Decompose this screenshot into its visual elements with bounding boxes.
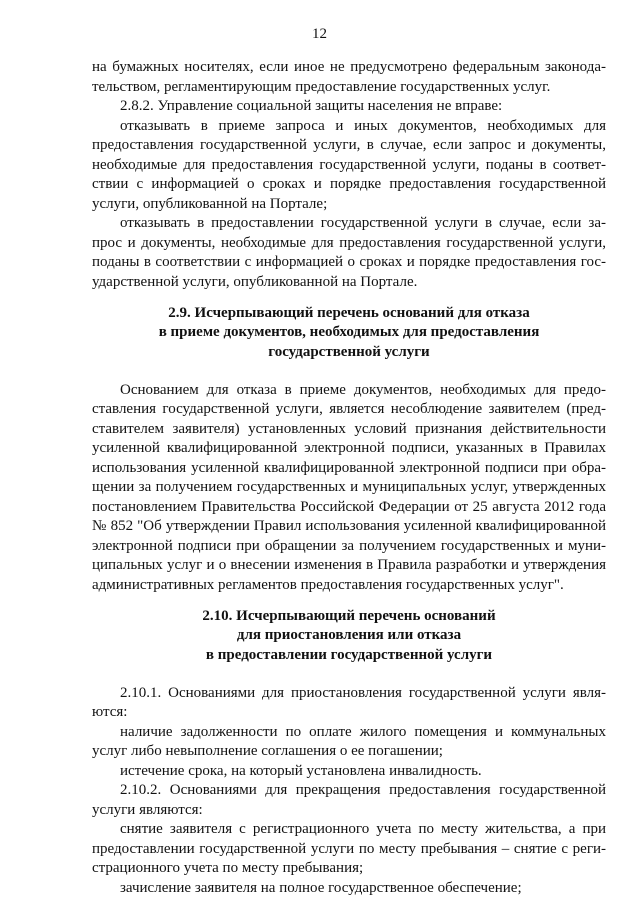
text-line: предоставления государственной услуги, в случае, если запрос и документы, — [92, 137, 606, 153]
text-line: услуги, опубликованной на Портале; — [92, 196, 328, 212]
text-line: использования усиленной квалифицированной электронной подписи при обра- — [92, 460, 606, 476]
text-line: наличие задолженности по оплате жилого помещения и коммунальных — [120, 724, 606, 740]
text-line: услуги являются: — [92, 802, 203, 818]
text-line: необходимые для предоставления государственной услуги, поданы в соответ- — [92, 157, 606, 173]
text-line: отказывать в предоставлении государственной услуги в случае, если за- — [120, 215, 606, 231]
text-line: ципальных услуг и о внесении изменения в Правила разработки и утверждения — [92, 557, 606, 573]
text-line: услуг либо невыполнение соглашения о ее погашении; — [92, 743, 443, 759]
text-line: снятие заявителя с регистрационного учета по месту жительства, а при — [120, 821, 606, 837]
text-line: зачисление заявителя на полное государственное обеспечение; — [120, 880, 522, 896]
text-line: постановлением Правительства Российской Федерации от 25 августа 2012 года — [92, 499, 606, 515]
text-line: ствии с информацией о сроках и порядке предоставления государственной — [92, 176, 606, 192]
text-line: на бумажных носителях, если иное не предусмотрено федеральным законода- — [92, 59, 606, 75]
section-heading: государственной услуги — [268, 344, 430, 360]
section-heading: в приеме документов, необходимых для предоставления — [158, 324, 540, 340]
text-line: поданы в соответствии с информацией о сроках и порядке предоставления гос- — [92, 254, 606, 270]
text-line: № 852 "Об утверждении Правил использования усиленной квалифицированной — [92, 518, 606, 534]
text-line: ются: — [92, 704, 128, 720]
text-line: Основанием для отказа в приеме документов, необходимых для предо- — [120, 382, 606, 398]
text-line: 2.10.1. Основаниями для приостановления государственной услуги явля- — [120, 685, 606, 701]
text-line: ударственной услуги, опубликованной на Портале. — [92, 274, 418, 290]
text-line: предоставлении государственной услуги по месту пребывания – снятие с реги- — [92, 841, 606, 857]
text-line: 2.10.2. Основаниями для прекращения предоставления государственной — [120, 782, 606, 798]
section-heading: в предоставлении государственной услуги — [205, 647, 493, 663]
section-heading: для приостановления или отказа — [236, 627, 462, 643]
text-line: усиленной квалифицированной электронной подписи, указанных в Правилах — [92, 440, 606, 456]
text-line: тельством, регламентирующим предоставление государственных услуг. — [92, 79, 551, 95]
section-heading: 2.9. Исчерпывающий перечень оснований для отказа — [168, 305, 530, 321]
text-line: истечение срока, на который установлена инвалидность. — [120, 763, 482, 779]
text-line: щении за получением государственных и муниципальных услуг, утвержденных — [92, 479, 606, 495]
text-line: прос и документы, необходимые для предоставления государственной услуги, — [92, 235, 606, 251]
text-line: 2.8.2. Управление социальной защиты населения не вправе: — [120, 98, 503, 114]
text-line: электронной подписи при обращении за получением государственных и муни- — [92, 538, 606, 554]
section-heading: 2.10. Исчерпывающий перечень оснований — [202, 608, 496, 624]
text-line: административных регламентов предоставления государственных услуг". — [92, 577, 564, 593]
text-line: ставления государственной услуги, является несоблюдение заявителем (пред- — [92, 401, 606, 417]
page-number: 12 — [312, 26, 327, 42]
text-line: отказывать в приеме запроса и иных документов, необходимых для — [120, 118, 606, 134]
text-line: страционного учета по месту пребывания; — [92, 860, 364, 876]
text-line: ставителем заявителя) установленных условий признания действительности — [92, 421, 606, 437]
